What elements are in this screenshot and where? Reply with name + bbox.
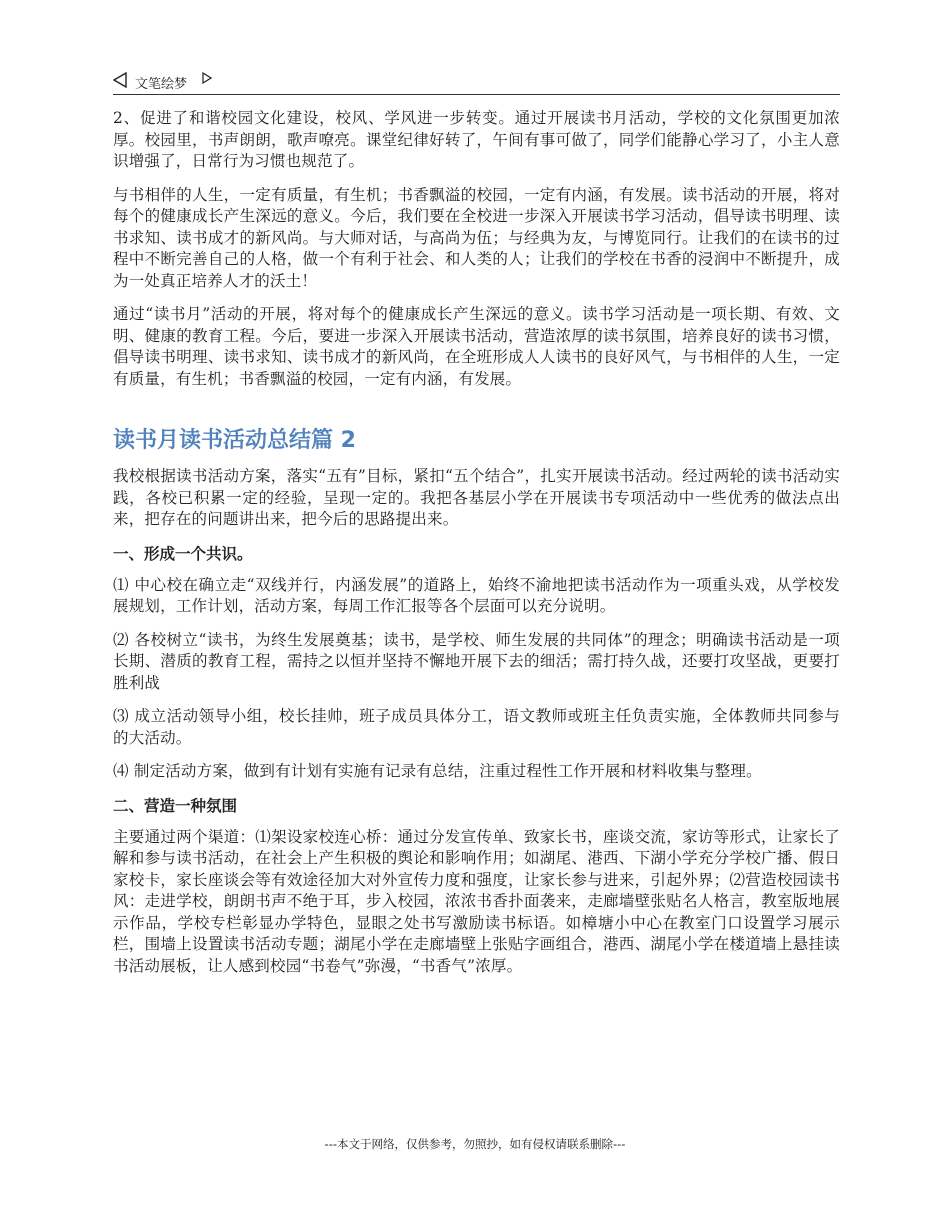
subheading-consensus: 一、形成一个共识。: [113, 544, 253, 563]
list-item: ⑷ 制定活动方案，做到有计划有实施有记录有总结，注重过程性工作开展和材料收集与整理。: [113, 762, 762, 780]
document-body: [113, 108, 840, 989]
section-title: 读书月读书活动总结篇 2: [113, 428, 356, 453]
list-item: ⑴ 中心校在确立走“双线并行，内涵发展”的道路上，始终不渝地把读书活动作为一项重头戏，从学校发展规划，工作计划，活动方案，每周工作汇报等各个层面可以充分说明。: [113, 575, 840, 615]
paragraph: 与书相伴的人生，一定有质量，有生机；书香飘溢的校园，一定有内涵，有发展。读书活动的开展，将对每个的健康成长产生深远的意义。今后，我们要在全校进一步深入开展读书学习活动，倡导读书明理、读书求知、读书成才的新风尚。与大师对话，与高尚为伍；与经典为友，与博览同行。让我们的在读书的过程中不断完善自己的人格，做一个有利于社会、和人类的人；让我们的学校在书香的浸润中不断提升，成为一处真正培养人才的沃土！: [113, 185, 840, 290]
paragraph: 2、促进了和谐校园文化建设，校风、学风进一步转变。通过开展读书月活动，学校的文化氛围更加浓厚。校园里，书声朗朗，歌声嘹亮。课堂纪律好转了，午间有事可做了，同学们能静心学习了，小主人意识增强了，日常行为习惯也规范了。: [113, 109, 840, 170]
header-title: 文笔绘梦: [135, 77, 188, 92]
subheading-atmosphere: 二、营造一种氛围: [113, 796, 238, 815]
left-triangle-icon: [113, 72, 127, 88]
paragraph: 通过“读书月”活动的开展，将对每个的健康成长产生深远的意义。读书学习活动是一项长期、有效、文明、健康的教育工程。今后，要进一步深入开展读书活动，营造浓厚的读书氛围，培养良好的读书习惯，倡导读书明理、读书求知、读书成才的新风尚，在全班形成人人读书的良好风气，与书相伴的人生，一定有质量，有生机；书香飘溢的校园，一定有内涵，有发展。: [113, 305, 840, 388]
section-intro: 我校根据读书活动方案，落实“五有”目标，紧扣“五个结合”，扎实开展读书活动。经过两轮的读书活动实践，各校已积累一定的经验，呈现一定的。我把各基层小学在开展读书专项活动中一些优秀的做法点出来，把存在的问题讲出来，把今后的思路提出来。: [113, 467, 840, 528]
right-triangle-icon: [202, 72, 212, 84]
list-item: ⑶ 成立活动领导小组，校长挂帅，班子成员具体分工，语文教师或班主任负责实施，全体教师共同参与的大活动。: [113, 707, 840, 747]
page-header: [113, 70, 840, 95]
footer-disclaimer: ---本文于网络，仅供参考，勿照抄，如有侵权请联系删除---: [324, 1137, 626, 1151]
paragraph: 主要通过两个渠道：⑴架设家校连心桥：通过分发宣传单、致家长书，座谈交流，家访等形式，让家长了解和参与读书活动，在社会上产生积极的舆论和影响作用；如湖尾、港西、下湖小学充分学校广播、假日家校卡，家长座谈会等有效途径加大对外宣传力度和强度，让家长参与进来，引起外界；⑵营造校园读书风：走进学校，朗朗书声不绝于耳，步入校园，浓浓书香扑面袭来，走廊墙壁张贴名人格言，教室版地展示作品，学校专栏彰显办学特色，显眼之处书写激励读书标语。如樟塘小中心在教室门口设置学习展示栏，围墙上设置读书活动专题；湖尾小学在走廊墙壁上张贴字画组合，港西、湖尾小学在楼道墙上悬挂读书活动展板，让人感到校园“书卷气”弥漫，“书香气”浓厚。: [113, 827, 840, 975]
list-item: ⑵ 各校树立“读书，为终生发展奠基；读书，是学校、师生发展的共同体”的理念；明确读书活动是一项长期、潜质的教育工程，需持之以恒并坚持不懈地开展下去的细活；需打持久战，还要打攻坚战，更要打胜利战: [113, 630, 840, 692]
